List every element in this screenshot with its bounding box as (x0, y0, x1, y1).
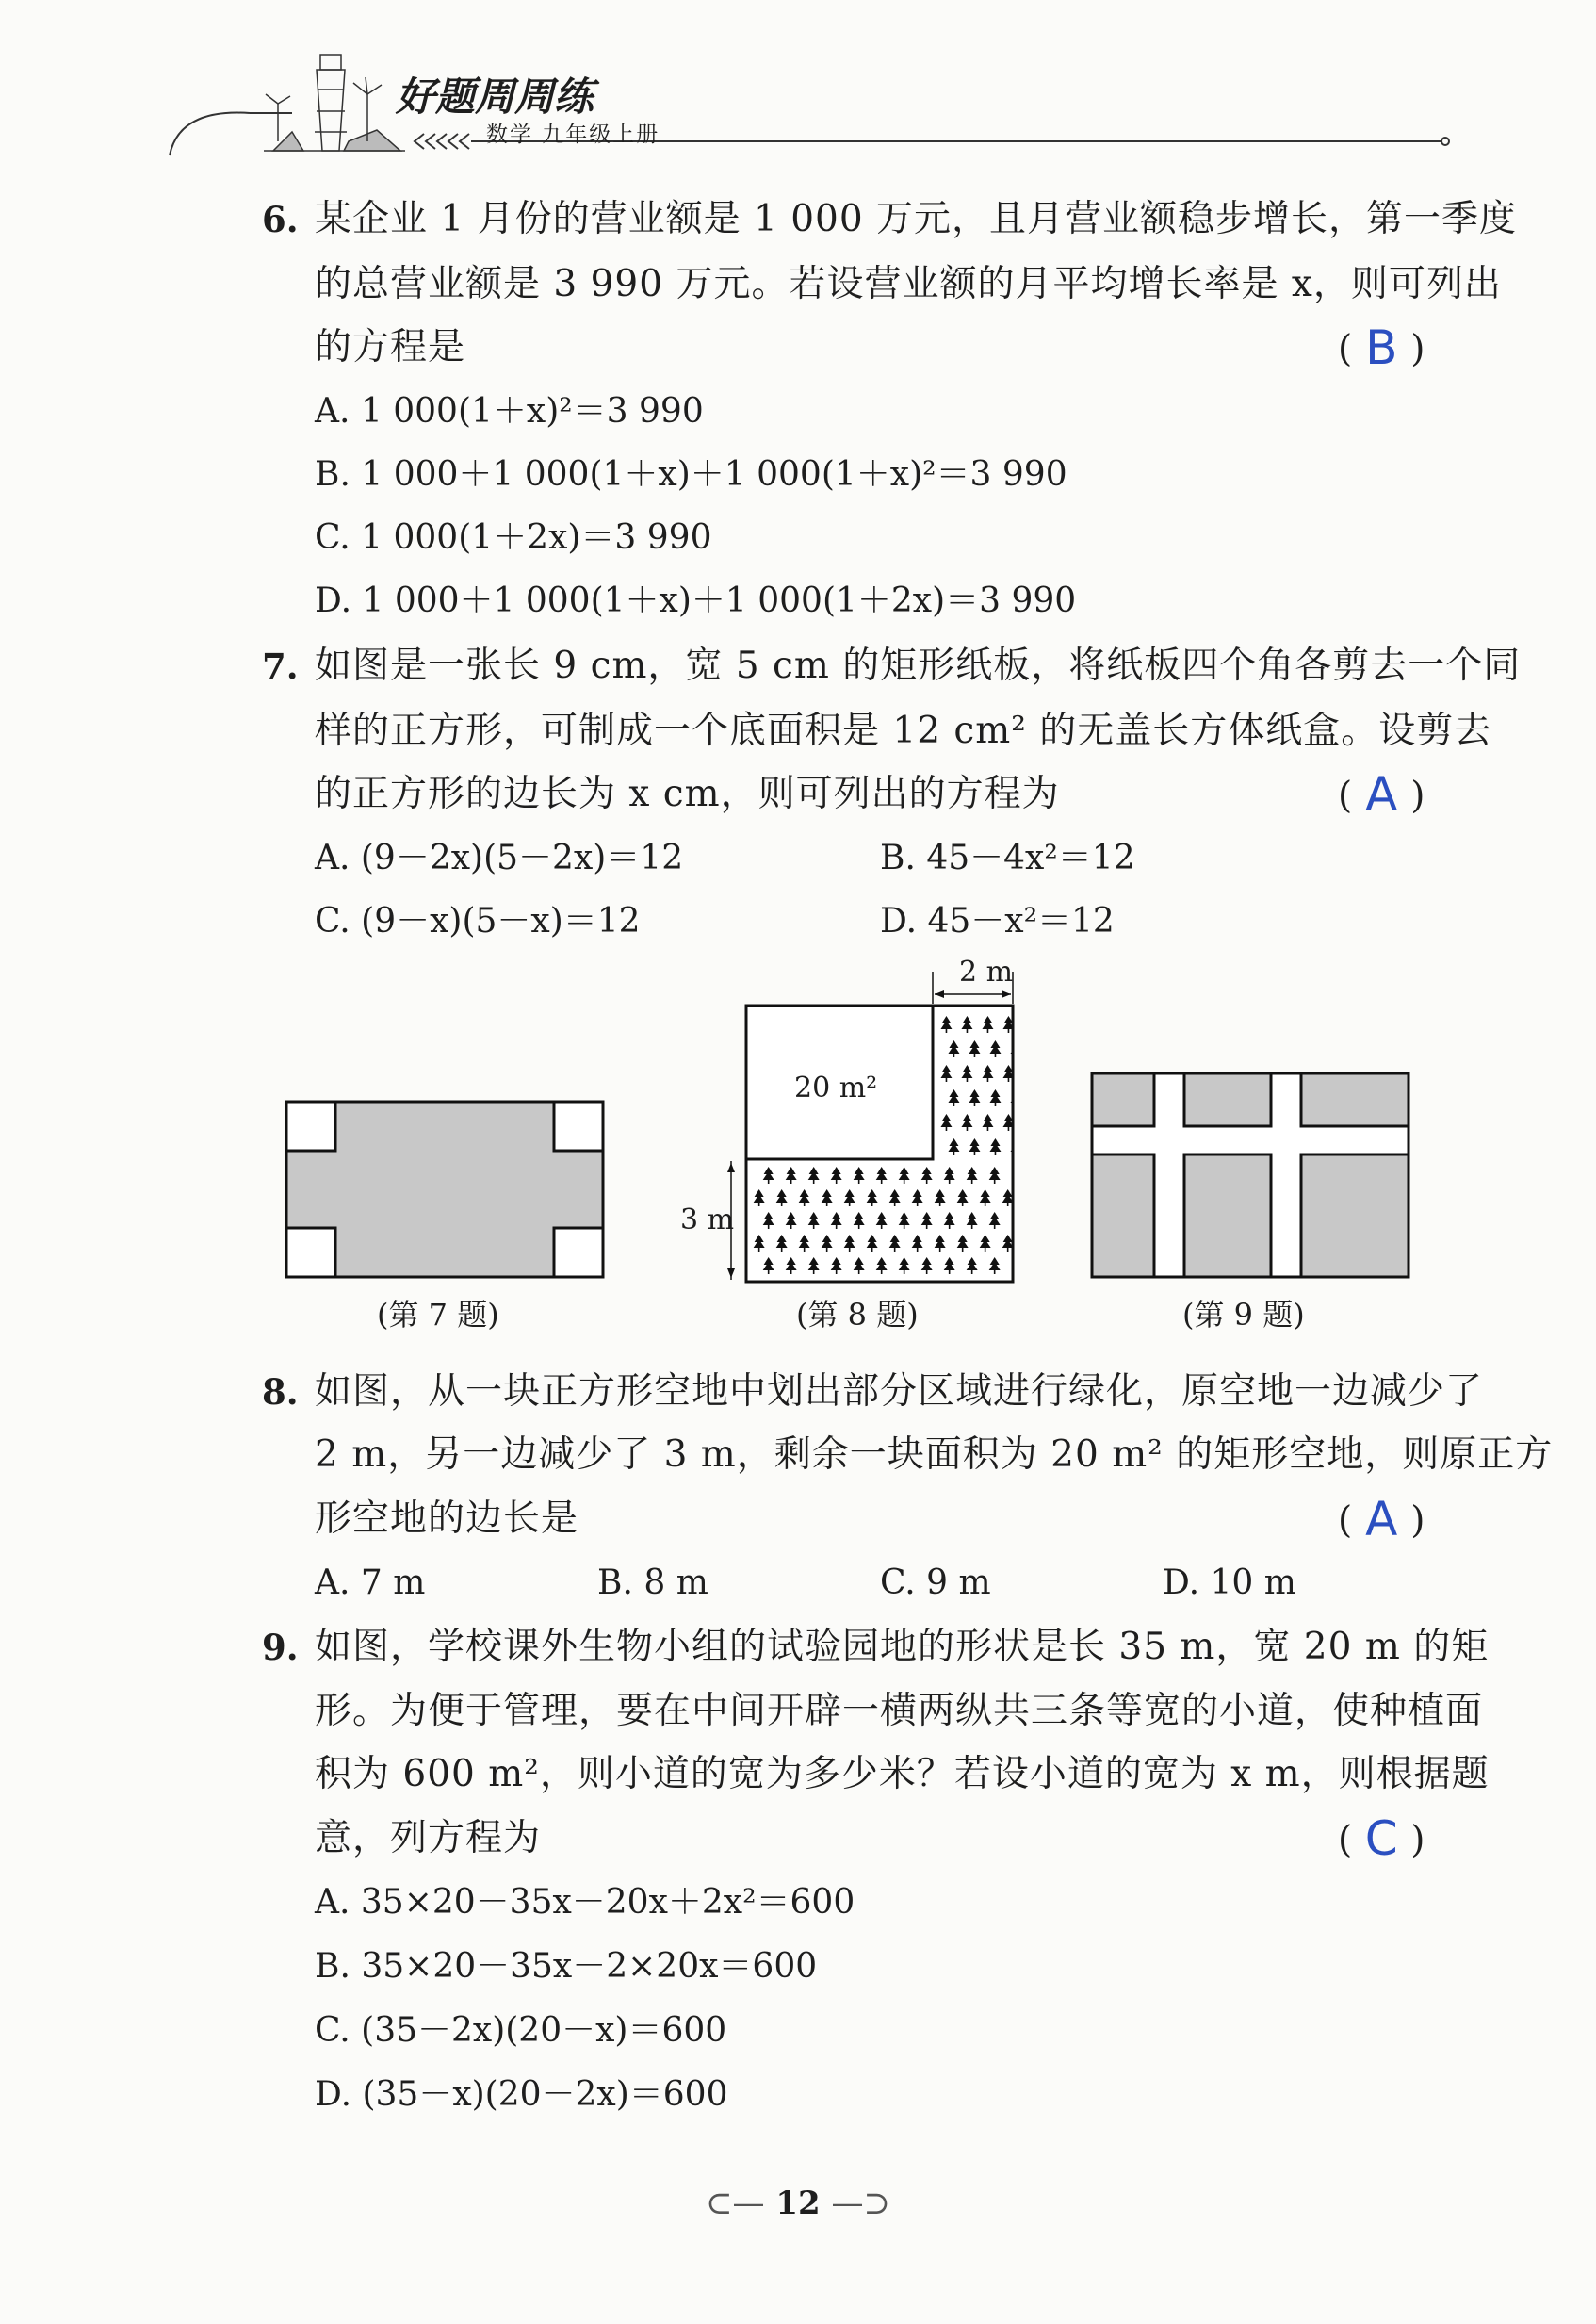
question-text-line: 的正方形的边长为 x cm，则可列出的方程为 (315, 773, 1060, 815)
question-text-line: 意，列方程为 (315, 1817, 542, 1859)
book-title: 好题周周练 (396, 74, 594, 120)
figure-7 (283, 1098, 608, 1282)
figure-8-width-label: 2 m (959, 956, 1014, 989)
option-c: C. 1 000(1＋2x)＝3 990 (315, 518, 712, 557)
question-number: 9. (262, 1627, 299, 1668)
answer-letter: B (1365, 320, 1398, 375)
chevrons-icon (415, 134, 469, 149)
answer-bracket: ( A ) (1338, 1492, 1425, 1547)
figure-7-caption: (第 7 题) (377, 1297, 499, 1333)
page-number-value: 12 (775, 2185, 821, 2222)
page-number: ⊂— 12 —⊃ (705, 2185, 890, 2222)
option-c: C. (9－x)(5－x)＝12 (315, 902, 641, 941)
option-a: A. 35×20－35x－20x＋2x²＝600 (315, 1883, 855, 1922)
question-text-line: 形。为便于管理，要在中间开辟一横两纵共三条等宽的小道，使种植面 (315, 1690, 1484, 1732)
question-number: 8. (262, 1371, 299, 1413)
question-text-line: 的总营业额是 3 990 万元。若设营业额的月平均增长率是 x，则可列出 (315, 263, 1502, 305)
question-text-line: 如图是一张长 9 cm，宽 5 cm 的矩形纸板，将纸板四个角各剪去一个同 (315, 645, 1522, 687)
figure-9 (1088, 1070, 1413, 1282)
option-b: B. 8 m (597, 1563, 708, 1602)
option-c: C. 9 m (880, 1563, 991, 1602)
figure-8-height-label: 3 m (680, 1203, 735, 1236)
book-subtitle: 数学 九年级上册 (486, 123, 660, 147)
question-text-line: 如图，学校课外生物小组的试验园地的形状是长 35 m，宽 20 m 的矩 (315, 1626, 1490, 1668)
option-d: D. 10 m (1163, 1563, 1296, 1602)
figure-8-caption: (第 8 题) (796, 1297, 919, 1333)
question-text-line: 如图，从一块正方形空地中划出部分区域进行绿化，原空地一边减少了 (315, 1370, 1484, 1413)
option-c: C. (35－2x)(20－x)＝600 (315, 2011, 727, 2050)
header-decoration (151, 38, 1470, 170)
option-a: A. 7 m (315, 1563, 426, 1602)
question-text-line: 积为 600 m²，则小道的宽为多少米？若设小道的宽为 x m，则根据题 (315, 1753, 1490, 1795)
answer-letter: C (1364, 1811, 1398, 1866)
option-b: B. 35×20－35x－2×20x＝600 (315, 1947, 818, 1986)
question-number: 7. (262, 646, 299, 687)
answer-letter: A (1365, 1492, 1398, 1547)
option-a: A. (9－2x)(5－2x)＝12 (315, 839, 684, 877)
option-d: D. (35－x)(20－2x)＝600 (315, 2075, 728, 2114)
question-text-line: 样的正方形，可制成一个底面积是 12 cm² 的无盖长方体纸盒。设剪去 (315, 710, 1492, 752)
lighthouse-icon (264, 55, 405, 151)
figure-8 (678, 966, 1027, 1286)
question-text-line: 的方程是 (315, 326, 466, 368)
question-text-line: 某企业 1 月份的营业额是 1 000 万元，且月营业额稳步增长，第一季度 (315, 198, 1518, 240)
question-text-line: 2 m，另一边减少了 3 m，剩余一块面积为 20 m² 的矩形空地，则原正方 (315, 1433, 1554, 1476)
answer-bracket: ( B ) (1338, 320, 1425, 375)
option-a: A. 1 000(1＋x)²＝3 990 (315, 392, 704, 431)
answer-bracket: ( C ) (1338, 1811, 1425, 1866)
answer-letter: A (1365, 767, 1398, 822)
question-text-line: 形空地的边长是 (315, 1498, 579, 1540)
option-d: D. 45－x²＝12 (880, 902, 1115, 941)
question-number: 6. (262, 199, 299, 240)
figure-9-caption: (第 9 题) (1182, 1297, 1305, 1333)
option-b: B. 45－4x²＝12 (880, 839, 1135, 877)
answer-bracket: ( A ) (1338, 767, 1425, 822)
option-b: B. 1 000＋1 000(1＋x)＋1 000(1＋x)²＝3 990 (315, 455, 1067, 494)
option-d: D. 1 000＋1 000(1＋x)＋1 000(1＋2x)＝3 990 (315, 581, 1077, 620)
figure-8-area-label: 20 m² (794, 1072, 878, 1105)
